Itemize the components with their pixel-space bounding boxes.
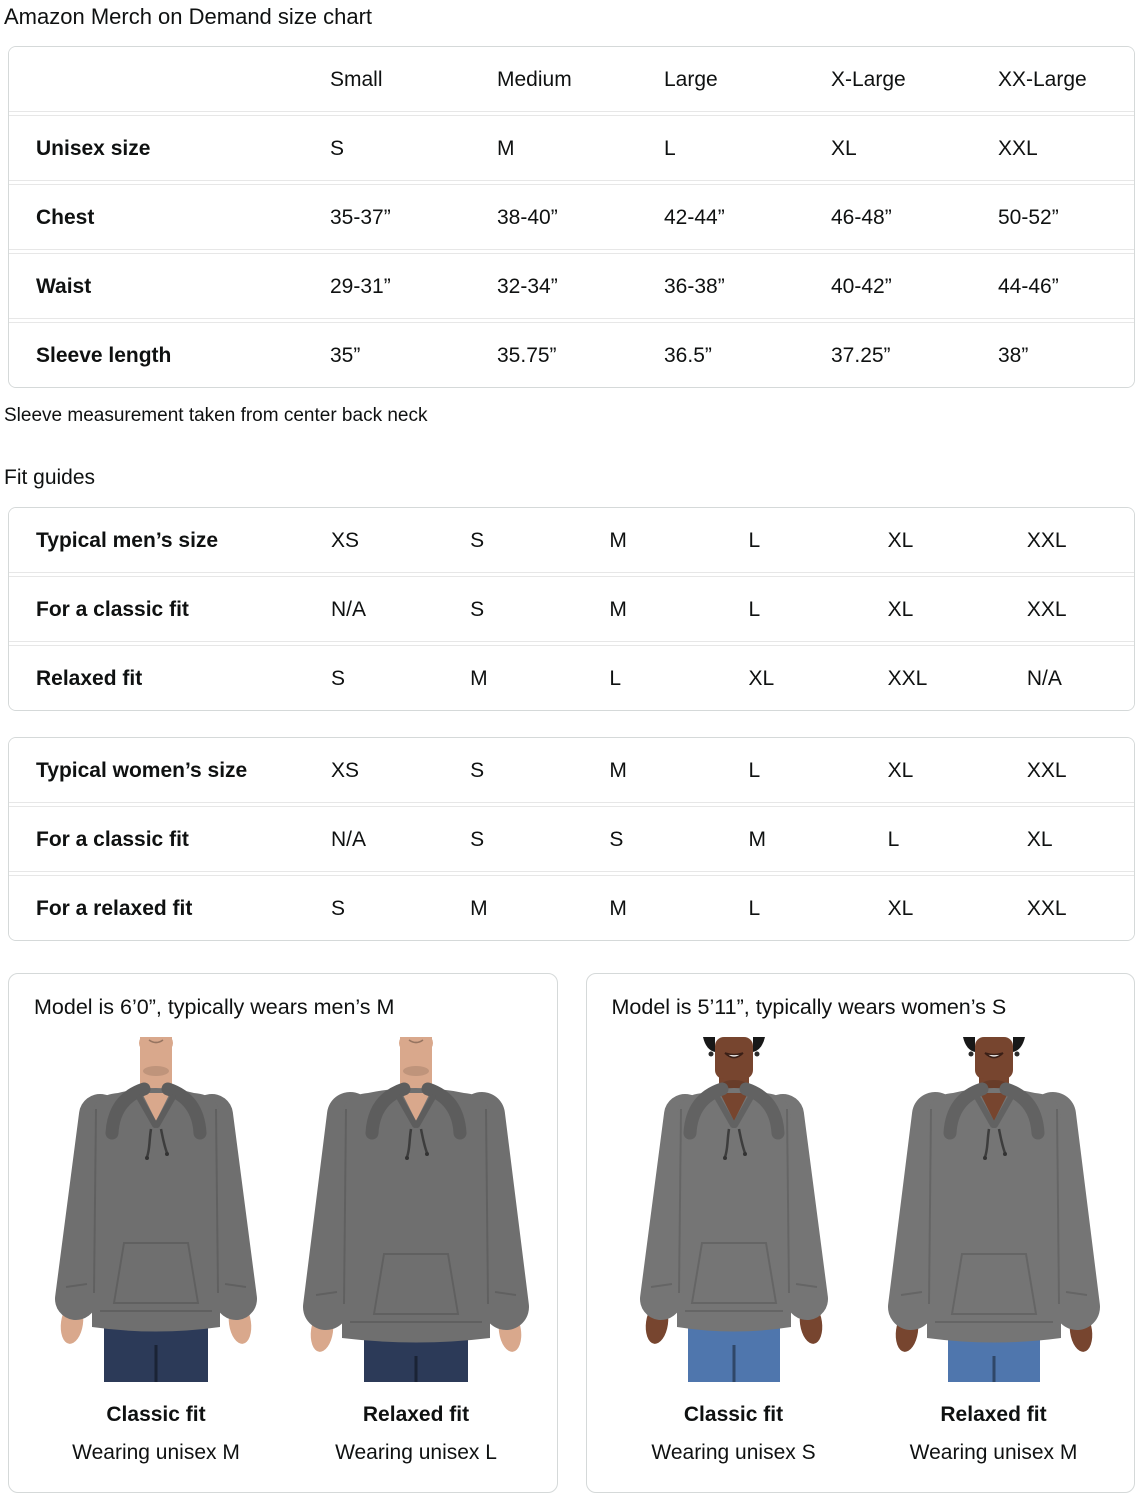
cell-value: XL (831, 136, 857, 160)
cell-value: M (497, 136, 515, 160)
cell-value: S (330, 136, 345, 160)
wearing-label: Wearing unisex L (335, 1441, 497, 1464)
cell-value: XL (887, 528, 914, 552)
fit-label: Relaxed fit (362, 1403, 470, 1426)
cell-value: 38-40” (497, 205, 558, 229)
cell-value: L (748, 597, 761, 621)
column-header-xlarge: X-Large (831, 67, 906, 91)
table-row-mens-relaxed-fit (9, 645, 1134, 710)
table-row-unisex-size (9, 115, 1134, 181)
row-label: For a classic fit (36, 597, 189, 621)
table-row-typical-womens-size (9, 738, 1134, 803)
cell-value: 36-38” (664, 274, 725, 298)
row-label: Chest (36, 205, 95, 229)
cell-value: 38” (998, 343, 1029, 367)
page-title: Amazon Merch on Demand size chart (4, 4, 373, 29)
cell-value: 37.25” (831, 343, 891, 367)
cell-value: S (470, 597, 485, 621)
table-row-womens-classic-fit (9, 806, 1134, 872)
table-row-sleeve-length (9, 322, 1134, 387)
cell-value: 44-46” (998, 274, 1059, 298)
cell-value: S (470, 528, 485, 552)
mens-photos-row (9, 1021, 557, 1465)
row-label: For a relaxed fit (36, 896, 193, 920)
photo-caption (291, 1402, 541, 1465)
cell-value: S (609, 827, 624, 851)
photo-caption (31, 1402, 281, 1465)
cell-value: XXL (1026, 597, 1067, 621)
cell-value: L (664, 136, 676, 160)
cell-value: S (470, 827, 485, 851)
cell-value: M (609, 758, 627, 782)
cell-value: L (887, 827, 900, 851)
photo-caption (869, 1402, 1119, 1465)
mens-model-panel (8, 973, 558, 1493)
row-label: Unisex size (36, 136, 151, 160)
cell-value: M (609, 528, 627, 552)
mens-model-heading: Model is 6’0”, typically wears men’s M (34, 995, 395, 1019)
wearing-label: Wearing unisex M (72, 1441, 240, 1464)
model-photo-male-classic (31, 1037, 281, 1465)
cell-value: XXL (887, 666, 928, 690)
cell-value: XL (1026, 827, 1053, 851)
size-chart-table (8, 46, 1135, 388)
row-label: Typical men’s size (36, 528, 219, 552)
row-label: Relaxed fit (36, 666, 143, 690)
male-classic-hoodie-photo (31, 1037, 281, 1382)
cell-value: L (748, 758, 761, 782)
column-header-medium: Medium (497, 67, 572, 91)
mens-fit-guide-table (8, 507, 1135, 711)
cell-value: XS (331, 528, 360, 552)
womens-model-panel (586, 973, 1136, 1493)
fit-label: Classic fit (683, 1403, 784, 1426)
row-label: For a classic fit (36, 827, 189, 851)
cell-value: S (331, 666, 346, 690)
cell-value: M (748, 827, 766, 851)
wearing-label: Wearing unisex M (909, 1441, 1078, 1464)
size-table-header-row (9, 47, 1134, 112)
fit-label: Classic fit (106, 1403, 206, 1426)
cell-value: XXL (998, 136, 1038, 160)
wearing-label: Wearing unisex S (651, 1441, 816, 1464)
cell-value: N/A (1026, 666, 1062, 690)
row-label: Typical women’s size (36, 758, 248, 782)
cell-value: L (748, 896, 761, 920)
cell-value: 35-37” (330, 205, 391, 229)
row-label: Waist (36, 274, 92, 298)
cell-value: XXL (1026, 528, 1067, 552)
model-photo-female-classic (609, 1037, 859, 1465)
womens-model-heading: Model is 5’11”, typically wears women’s S (611, 995, 1007, 1019)
table-row-chest (9, 184, 1134, 250)
womens-fit-guide-table (8, 737, 1135, 941)
row-label: Sleeve length (36, 343, 172, 367)
female-classic-hoodie-photo (609, 1037, 859, 1382)
column-header-xxlarge: XX-Large (998, 67, 1087, 91)
model-photo-male-relaxed (291, 1037, 541, 1465)
cell-value: 46-48” (831, 205, 892, 229)
cell-value: M (609, 597, 627, 621)
cell-value: 35” (330, 343, 361, 367)
table-row-womens-relaxed-fit (9, 875, 1134, 940)
cell-value: L (748, 528, 761, 552)
male-relaxed-hoodie-photo (291, 1037, 541, 1382)
cell-value: XL (887, 896, 914, 920)
cell-value: M (609, 896, 627, 920)
cell-value: L (609, 666, 622, 690)
column-header-large: Large (664, 67, 718, 91)
column-header-small: Small (330, 67, 383, 91)
womens-photos-row (587, 1021, 1135, 1465)
cell-value: XXL (1026, 758, 1067, 782)
cell-value: XL (887, 597, 914, 621)
cell-value: 50-52” (998, 205, 1059, 229)
cell-value: XS (331, 758, 360, 782)
cell-value: 29-31” (330, 274, 391, 298)
table-row-mens-classic-fit (9, 576, 1134, 642)
model-photo-female-relaxed (869, 1037, 1119, 1465)
cell-value: S (331, 896, 346, 920)
female-relaxed-hoodie-photo (869, 1037, 1119, 1382)
cell-value: 40-42” (831, 274, 892, 298)
photo-caption (609, 1402, 859, 1465)
cell-value: 35.75” (497, 343, 557, 367)
fit-guides-heading: Fit guides (4, 466, 96, 489)
table-row-waist (9, 253, 1134, 319)
table-row-typical-mens-size (9, 508, 1134, 573)
cell-value: 32-34” (497, 274, 558, 298)
cell-value: M (470, 666, 488, 690)
cell-value: N/A (331, 597, 367, 621)
cell-value: N/A (331, 827, 367, 851)
model-panels (8, 973, 1135, 1493)
cell-value: 36.5” (664, 343, 712, 367)
cell-value: S (470, 758, 485, 782)
cell-value: 42-44” (664, 205, 725, 229)
cell-value: XL (748, 666, 775, 690)
cell-value: XL (887, 758, 914, 782)
cell-value: M (470, 896, 488, 920)
fit-label: Relaxed fit (940, 1403, 1047, 1426)
cell-value: XXL (1026, 896, 1067, 920)
sleeve-measurement-note: Sleeve measurement taken from center back neck (4, 405, 428, 426)
